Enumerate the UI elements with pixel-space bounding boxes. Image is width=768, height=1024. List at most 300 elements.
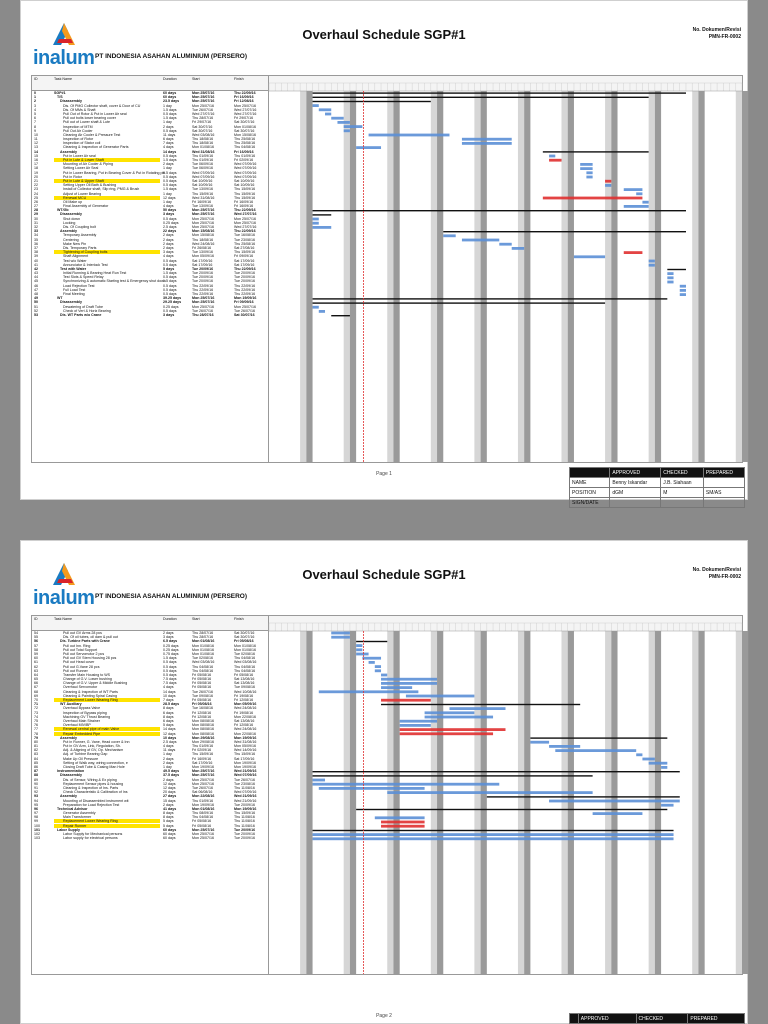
task-name: Mounting of Air Cooler & Piping (63, 162, 113, 167)
gantt-sheet (31, 615, 743, 975)
task-bar (549, 155, 555, 158)
task-finish: Fri 12/08/16 (234, 698, 254, 702)
task-name: SGP#1 (54, 91, 66, 95)
task-bar (325, 113, 331, 116)
task-start: Mon 25/07/16 (192, 773, 215, 778)
task-id: 26 (34, 199, 38, 204)
task-duration: 60 days (163, 95, 177, 100)
task-duration: 3 days (163, 312, 175, 317)
task-start: Fri 26/08/16 (192, 245, 212, 250)
task-name: WT/Gb (57, 208, 69, 213)
page-number: Page 1 (376, 471, 392, 477)
task-name: Dis. Of PMG Collector shaft, cover & Door of CU (63, 103, 141, 108)
task-bar (369, 661, 375, 664)
task-start: Thu 15/09/16 (192, 752, 214, 757)
task-finish: Tue 26/07/16 (234, 777, 256, 782)
task-id: 89 (34, 777, 38, 782)
task-id: 88 (34, 773, 38, 778)
task-name: Final Assembly of Generator (63, 204, 109, 209)
task-finish: Tue 20/09/16 (234, 802, 256, 807)
task-name: Dis. Turbine Parts with Crane (60, 639, 110, 644)
weekend-shade (562, 91, 568, 462)
task-start: Thu 04/08/16 (192, 815, 214, 820)
task-bar (406, 695, 474, 698)
task-id: 75 (34, 718, 38, 723)
task-id: 57 (34, 643, 38, 648)
task-duration: 4 days (163, 254, 174, 259)
task-finish: Thu 22/09/16 (234, 266, 256, 271)
task-finish: Thu 04/08/16 (234, 668, 256, 673)
task-id: 71 (34, 702, 38, 707)
task-name: Temporary Assembly (63, 233, 97, 238)
task-start: Fri 02/09/16 (192, 748, 212, 753)
task-duration: 23.5 days (163, 99, 180, 104)
task-id: 60 (34, 656, 38, 661)
task-name: Pull out Servomotor 2 pcs (63, 651, 105, 656)
task-bar (313, 783, 500, 786)
task-name: Put in Lute & Lower Shaft (54, 158, 160, 162)
task-id: 38 (34, 250, 38, 255)
approval-value: Benny Iskandar (610, 478, 661, 488)
task-duration: 0.25 days (163, 220, 179, 225)
task-id: 22 (34, 183, 38, 188)
task-name: Dis. Of Coupling bolt (63, 225, 96, 229)
task-duration: 0.5 days (163, 308, 177, 313)
summary-bar (313, 298, 668, 299)
task-id: 102 (34, 832, 40, 836)
summary-bar (313, 92, 686, 93)
summary-bar (356, 641, 387, 642)
task-bar (400, 724, 431, 727)
task-start: Fri 05/08/16 (192, 677, 212, 682)
task-finish: Sat 13/08/16 (234, 681, 255, 686)
summary-bar (313, 775, 593, 776)
task-name: Renewal MCU (54, 196, 160, 200)
task-id: 6 (34, 116, 36, 121)
task-name: Generator Assembly (63, 811, 96, 816)
task-finish: Thu 22/09/16 (234, 287, 256, 292)
task-name: Pull out Runner (63, 668, 88, 673)
task-name: Inspection of Rotor (63, 137, 94, 142)
task-name: Check of Vert & Horiz Bearing (63, 308, 111, 313)
weekend-shade (655, 631, 661, 974)
task-id: 33 (34, 229, 38, 234)
task-bar (462, 239, 499, 242)
weekend-shade (350, 91, 356, 462)
task-name: Cleaning Air Cooler & Pressure Test (63, 132, 121, 137)
task-id: 7 (34, 120, 36, 125)
task-duration: 0.5 days (163, 262, 177, 267)
task-duration: 39.25 days (163, 296, 182, 301)
task-bar (512, 247, 524, 250)
task-start: Tue 26/07/16 (192, 689, 214, 694)
task-name: Put in Lute & Upper Shaft (54, 179, 160, 183)
task-id: 80 (34, 739, 38, 744)
task-finish: Mon 15/08/16 (234, 132, 256, 137)
task-start: Mon 25/07/16 (192, 781, 214, 786)
summary-bar (543, 151, 649, 152)
task-duration: 0.5 days (163, 216, 177, 221)
summary-bar (313, 101, 431, 102)
task-duration: 2.5 days (163, 225, 177, 229)
task-name: Replacement Lower Wearing Ring (54, 819, 160, 823)
task-table (32, 76, 268, 317)
task-duration: 10 days (163, 693, 176, 698)
task-name: Setting of Walk way, wiring connection, e (63, 760, 128, 765)
task-id: 29 (34, 212, 38, 217)
approval-head-row (570, 1014, 745, 1024)
task-finish: Sat 10/09/16 (234, 183, 255, 188)
page-title: Overhaul Schedule SGP#1 (302, 27, 466, 42)
approval-head-prepared: PREPARED (703, 468, 744, 478)
task-start: Mon 25/07/16 (192, 304, 214, 309)
weekend-shade (344, 631, 350, 974)
task-bar (636, 753, 642, 756)
task-bar (667, 272, 673, 275)
task-name: Change of G.V. Lower bushing (63, 677, 112, 682)
task-bar (462, 142, 512, 145)
task-duration: 1 day (163, 120, 172, 125)
task-bar (661, 804, 673, 807)
task-finish: Fri 09/09/16 (234, 300, 254, 305)
task-name: Centering (63, 237, 79, 242)
task-bar (667, 281, 673, 284)
task-start: Tue 13/09/16 (192, 250, 214, 255)
task-name: Adjust of Lower Bearing (63, 191, 102, 196)
task-bar (680, 289, 686, 292)
task-duration: 6 days (163, 137, 174, 142)
task-start: Thu 28/07/16 (192, 631, 214, 635)
task-id: 67 (34, 685, 38, 690)
col-id: ID (34, 617, 38, 621)
task-finish: Thu 15/09/16 (234, 187, 256, 192)
task-duration: 0.5 days (163, 660, 177, 665)
task-id: 63 (34, 668, 38, 673)
task-name: Disassembly (60, 99, 82, 104)
task-duration: 28.5 days (163, 702, 180, 707)
task-start: Thu 01/09/16 (192, 744, 214, 749)
doc-no-label: No. Dokumen/Revisi (692, 27, 741, 33)
task-start: Mon 19/09/16 (192, 802, 214, 807)
col-finish: Finish (234, 77, 244, 81)
task-bar (356, 653, 368, 656)
task-duration: 12 days (163, 731, 176, 736)
task-name: Annunciator & Interlock Test (63, 262, 108, 267)
task-finish: Wed 27/07/16 (234, 225, 257, 229)
task-id: 45 (34, 279, 38, 284)
task-duration: 11 days (163, 132, 176, 137)
task-finish: Mon 25/07/16 (234, 103, 256, 108)
task-bar (319, 310, 325, 313)
task-bar (667, 276, 673, 279)
task-start: Wed 07/09/16 (192, 170, 215, 175)
task-duration: 4 days (163, 145, 174, 150)
task-finish: Wed 07/09/16 (234, 174, 257, 179)
task-bar (381, 678, 437, 681)
col-task-name: Task Name (54, 617, 72, 621)
col-start: Start (192, 617, 200, 621)
task-name: Preparation for Load Rejection Test (63, 802, 120, 807)
task-start: Sat 30/07/16 (192, 124, 213, 129)
task-finish: Wed 07/09/16 (234, 162, 257, 167)
task-id: 73 (34, 710, 38, 715)
col-id: ID (34, 77, 38, 81)
task-start: Fri 05/08/16 (192, 698, 212, 702)
approval-head-blank (570, 468, 610, 478)
task-start: Thu 28/07/16 (192, 312, 214, 317)
task-name: Replacement Sensor pipes & housing (63, 781, 124, 786)
task-finish: Wed 21/09/16 (234, 794, 257, 799)
task-id: 12 (34, 141, 38, 146)
col-duration: Duration (163, 617, 177, 621)
task-bar (356, 644, 362, 647)
task-duration: 8 days (163, 714, 174, 719)
task-name: Assembly (60, 229, 77, 234)
task-duration: 60 days (163, 91, 177, 95)
task-start: Mon 25/07/16 (192, 220, 214, 225)
summary-bar (530, 737, 667, 738)
task-id: 31 (34, 220, 38, 225)
task-name: Test with Water (60, 266, 87, 271)
summary-bar (331, 315, 350, 316)
task-finish: Mon 01/08/16 (234, 643, 256, 648)
task-id: 62 (34, 664, 38, 669)
task-duration: 0.75 days (163, 651, 179, 656)
task-start: Thu 15/09/16 (192, 191, 214, 196)
task-id: 77 (34, 727, 38, 732)
task-duration: 0.5 days (163, 153, 177, 158)
task-finish: Mon 19/09/16 (234, 296, 257, 301)
task-finish: Wed 27/07/16 (234, 212, 257, 217)
task-id: 4 (34, 107, 36, 112)
task-id: 13 (34, 145, 38, 150)
task-id: 95 (34, 802, 38, 807)
task-id: 91 (34, 785, 38, 790)
table-header (32, 616, 268, 631)
task-duration: 12 days (163, 195, 176, 200)
task-duration: 29.25 days (163, 300, 182, 305)
task-bar (661, 766, 667, 769)
task-duration: 1.5 days (163, 656, 177, 661)
task-id: 48 (34, 292, 38, 296)
task-duration: 0.5 days (163, 664, 177, 669)
task-finish: Thu 22/09/16 (234, 283, 256, 288)
task-finish: Fri 19/08/16 (234, 710, 254, 715)
task-id: 58 (34, 647, 38, 652)
task-duration: 8 days (163, 815, 174, 820)
task-finish: Thu 04/08/16 (234, 664, 256, 669)
task-name: Machining GV Thrust Bearing (63, 714, 111, 719)
task-duration: 1.5 days (163, 107, 177, 112)
weekend-shade (568, 631, 574, 974)
task-start: Wed 27/07/16 (192, 111, 215, 116)
task-finish: Thu 15/09/16 (234, 195, 256, 200)
task-duration: 2 days (163, 241, 174, 246)
task-duration: 49.5 days (163, 769, 180, 774)
task-name: Setting Upper Oil Bath & Bushing (63, 183, 117, 188)
task-start: Thu 22/09/16 (192, 287, 214, 292)
task-duration: 3 days (163, 250, 174, 255)
task-start: Mon 25/07/16 (192, 832, 214, 836)
task-bar (313, 226, 332, 229)
task-id: 69 (34, 693, 38, 698)
task-duration: 27 days (163, 794, 177, 799)
task-bar (319, 690, 419, 693)
task-duration: 7.5 days (163, 681, 177, 686)
task-start: Mon 01/08/16 (192, 639, 215, 644)
task-bar (313, 833, 674, 836)
task-start: Mon 25/07/16 (192, 777, 214, 782)
weekend-shade (698, 631, 704, 974)
task-name: Labor Supply for Mechanical persons (63, 832, 123, 836)
task-bar (649, 260, 655, 263)
weekend-shade (698, 91, 704, 462)
task-name: Pull Out Air Cooler (63, 128, 93, 133)
task-name: Pull out Inn. Ring (63, 643, 91, 648)
task-name: Labor Supply (57, 827, 80, 832)
task-duration: 1 day (163, 166, 172, 171)
approval-value (661, 498, 704, 508)
task-finish: Tue 02/08/16 (234, 651, 256, 656)
task-finish: Tue 20/09/16 (234, 279, 256, 284)
weekend-shade (518, 631, 524, 974)
task-finish: Sat 17/09/16 (234, 756, 255, 761)
summary-bar (313, 210, 686, 211)
task-name: Dis. of Sensor, Wiring & Ex piping (63, 777, 117, 782)
approval-value: dGM (610, 488, 661, 498)
task-id: 20 (34, 174, 38, 179)
task-name: Pull out GV Stem Housing 28 pcs (63, 656, 117, 661)
gantt-chart (268, 76, 742, 462)
task-finish: Fri 16/09/16 (234, 199, 254, 204)
weekend-shade (605, 631, 611, 974)
task-name: Pull out bolts lower bearing cover (63, 116, 116, 121)
approval-position-row (570, 488, 745, 498)
task-start: Mon 01/08/16 (192, 806, 215, 811)
gantt-chart-canvas (269, 616, 742, 974)
task-start: Thu 18/08/16 (192, 137, 214, 142)
summary-bar (443, 231, 686, 232)
task-finish: Mon 19/09/16 (234, 735, 257, 740)
task-bar (605, 184, 611, 187)
page-title: Overhaul Schedule SGP#1 (302, 567, 466, 582)
summary-bar (356, 809, 667, 810)
task-start: Fri 16/09/16 (192, 756, 212, 761)
task-name: Repair Embedded Pipe (54, 732, 160, 736)
task-id: 9 (34, 128, 36, 133)
task-finish: Thu 11/08/16 (234, 823, 255, 828)
summary-bar (381, 704, 580, 705)
task-duration: 2 days (163, 233, 174, 238)
task-name: Dis. Of MMs & Shaft (63, 107, 96, 112)
table-row (32, 836, 268, 840)
task-id: 101 (34, 827, 40, 832)
weekend-shade (692, 631, 698, 974)
task-finish: Sat 17/09/16 (234, 262, 255, 267)
task-id: 85 (34, 760, 38, 765)
task-rows (32, 91, 268, 317)
task-id: 14 (34, 149, 38, 154)
task-start: Thu 04/08/16 (192, 668, 214, 673)
table-row (32, 313, 268, 317)
task-id: 61 (34, 660, 38, 665)
task-name: Load Rejection Test (63, 283, 95, 288)
task-bar (624, 251, 643, 254)
task-id: 74 (34, 714, 38, 719)
doc-no-value: PMN-FR-0002 (708, 34, 741, 40)
task-id: 34 (34, 233, 38, 238)
task-finish: Fri 29/07/16 (234, 116, 254, 121)
task-id: 24 (34, 191, 38, 196)
task-duration: 2 days (163, 756, 174, 761)
task-id: 46 (34, 283, 38, 288)
task-bar (462, 138, 512, 141)
task-bar (549, 745, 580, 748)
task-duration: 0.25 days (163, 643, 179, 648)
page-header (21, 1, 747, 73)
task-start: Wed 31/08/16 (192, 149, 215, 154)
task-name: Dewatering of Draft Tube (63, 304, 103, 309)
task-finish: Mon 01/08/16 (234, 124, 256, 129)
schedule-page-1 (20, 0, 748, 506)
task-duration: 0.5 days (163, 128, 177, 133)
task-id: 41 (34, 262, 38, 267)
task-name: Pull out G.Vane 28 pcs (63, 664, 100, 669)
task-start: Thu 22/09/16 (192, 292, 214, 296)
task-start: Thu 28/07/16 (192, 635, 214, 640)
summary-bar (313, 97, 649, 98)
task-duration: 0.5 days (163, 283, 177, 288)
task-duration: 0.5 days (163, 174, 177, 179)
schedule-page-2 (20, 540, 748, 1024)
task-finish: Sat 17/09/16 (234, 258, 255, 263)
gantt-chart (268, 616, 742, 974)
task-name: T/S (57, 95, 63, 100)
weekend-shade (605, 91, 611, 462)
task-name: Disassembly (60, 212, 82, 217)
task-name: Shaft Alignment (63, 254, 89, 259)
task-bar (605, 180, 611, 183)
task-id: 78 (34, 731, 38, 736)
task-finish: Sat 30/07/16 (234, 635, 255, 640)
task-bar (344, 129, 350, 132)
task-finish: Thu 15/09/16 (234, 811, 256, 816)
task-id: 59 (34, 651, 38, 656)
approval-head-checked: CHECKED (661, 468, 704, 478)
task-id: 17 (34, 162, 38, 167)
task-id: 51 (34, 304, 38, 309)
weekend-shade (481, 91, 487, 462)
task-start: Mon 25/07/16 (192, 212, 215, 217)
task-bar (642, 201, 648, 204)
task-id: 96 (34, 806, 38, 811)
approval-block (569, 467, 745, 508)
task-start: Mon 19/09/16 (192, 765, 214, 769)
task-finish: Thu 11/08/16 (234, 815, 255, 820)
task-start: Thu 22/09/16 (192, 283, 214, 288)
task-start: Fri 05/08/16 (192, 672, 212, 677)
task-name: Change of G.V. Upper & Middle Bushing (63, 681, 128, 686)
logo-text: inalum (33, 47, 95, 69)
task-bar (381, 825, 425, 828)
task-bar (680, 293, 686, 296)
task-bar (425, 711, 475, 714)
task-duration: 2.5 days (163, 739, 177, 744)
task-id: 37 (34, 245, 38, 250)
approval-head-approved: APPROVED (610, 468, 661, 478)
task-finish: Sat 13/08/16 (234, 718, 255, 723)
task-name: Shut down (63, 216, 80, 221)
